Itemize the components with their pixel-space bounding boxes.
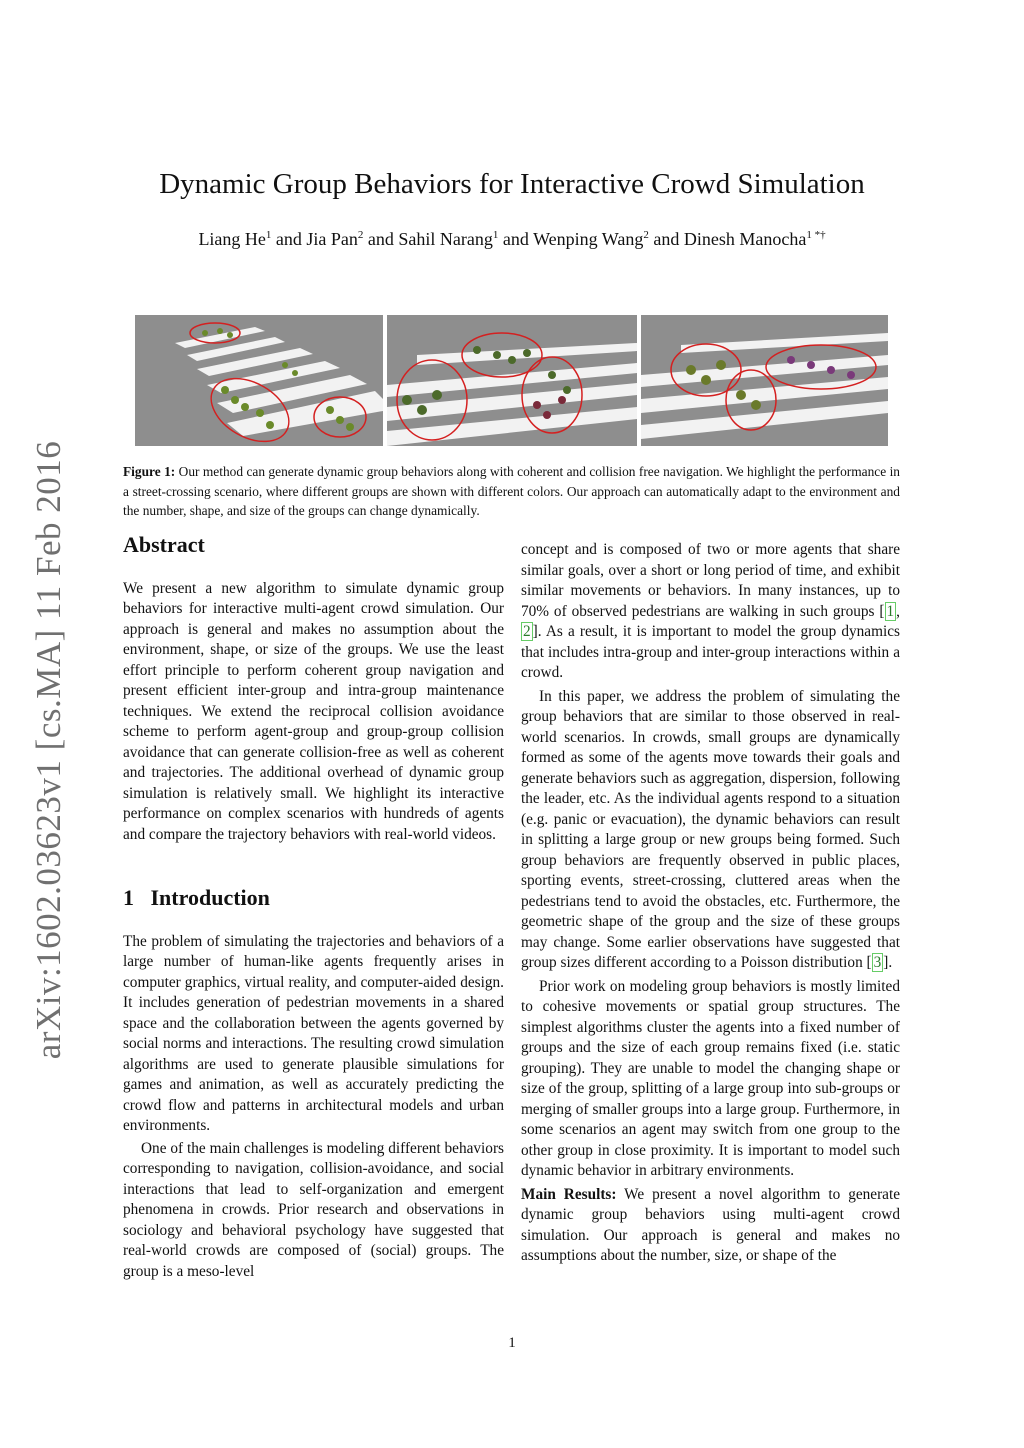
author-name: Wenping Wang (533, 229, 644, 249)
abstract-heading: Abstract (123, 532, 205, 557)
author-affiliation: 1 (492, 229, 499, 241)
author-affiliation: 2 (357, 229, 364, 241)
right-paragraph-3: Prior work on modeling group behaviors is mostly limited to cohesive movements or spatial group structures. The simplest algorithms cluster the agents into a fixed number of groups and the size of each group remains fixed (i.e. static grouping). They are unable to model the changing shape or size of the group, splitting of a large group into sub-groups or merging of smaller groups into a large group. Furthermore, in some scenarios an agent may switch from one group to the other group in close proximity. It is important to model such dynamic behavior in arbitrary environments. (521, 977, 900, 1179)
author-name: Sahil Narang (398, 229, 493, 249)
section-heading-introduction (123, 885, 504, 910)
figure-1 (135, 315, 888, 446)
citation-link[interactable]: 2 (523, 623, 531, 640)
author-separator: and (275, 229, 302, 249)
citation-link[interactable]: 3 (873, 954, 882, 971)
intro-paragraph-1: The problem of simulating the trajectories and behaviors of a large number of human-like agents frequently arises in computer graphics, virtual reality, and computer-aided design. It includes generation of pedestrian movements in a shared space and the collaboration between the agents governed by social norms and interactions. The resulting crowd simulation algorithms are used to generate plausible simulations for games and animation, as well as accurately predicting the crowd flow and patterns in architectural models and urban environments. (123, 932, 504, 1134)
author-separator: and (653, 229, 680, 249)
main-results-label: Main Results: (521, 1185, 617, 1203)
author-name: Liang He (198, 229, 266, 249)
figure-panel-right (641, 315, 888, 446)
figure-panel-middle (387, 315, 637, 446)
citation-link[interactable]: 1 (886, 602, 895, 620)
section-title: Introduction (150, 885, 270, 910)
intro-paragraph-2: One of the main challenges is modeling different behaviors corresponding to navigation, collision-avoidance, and social interactions that lead to self-organization and emergent phenomena in crowds. Prior research and observations in sociology and behavioral psychology have suggested that real-world crowds are composed of (social) groups. The group is a meso-level (123, 1139, 504, 1280)
figure-panel-left (135, 315, 383, 446)
left-column (123, 532, 504, 1282)
arxiv-stamp: arXiv:1602.03623v1 [cs.MA] 11 Feb 2016 (29, 440, 68, 1060)
section-number: 1 (123, 885, 134, 910)
author-name: Jia Pan (306, 229, 358, 249)
abstract-text: We present a new algorithm to simulate dynamic group behaviors for interactive multi-agent crowd simulation. Our approach is general and makes no assumption about the environment, shape, or size of the groups. We use the least effort principle to perform coherent group navigation and present efficient inter-group and intra-group maintenance techniques. We extend the reciprocal collision avoidance scheme to perform agent-group and group-group collision avoidance that can generate collision-free as well as coherent and trajectories. The additional overhead of dynamic group simulation is relatively small. We highlight its interactive performance on complex scenarios with hundreds of agents and compare the trajectory behaviors with real-world videos. (123, 579, 504, 843)
author-list (0, 229, 1024, 250)
paper-title: Dynamic Group Behaviors for Interactive Crowd Simulation (159, 168, 865, 200)
author-separator: and (367, 229, 394, 249)
author-affiliation: 2 (643, 229, 649, 241)
figure-label: Figure 1: (123, 464, 176, 479)
figure-caption (123, 462, 900, 521)
author-separator: and (502, 229, 529, 249)
author-affiliation: 1 (265, 229, 272, 241)
right-column (521, 540, 900, 1267)
main-results-paragraph: Main Results: We present a novel algorithm to generate dynamic group behaviors using multi-agent crowd simulation. Our approach is general and makes no assumptions about the number, size, or shape of the (521, 1185, 900, 1264)
page-number: 1 (508, 1335, 516, 1351)
right-paragraph-1: concept and is composed of two or more agents that share similar goals, over a short or long period of time, and exhibit similar movements or behaviors. In many instances, up to 70% of observed pedestrians are walking in such groups [ 1 , 2 ]. As a result, it is important to model the group dynamics that includes intra-group and inter-group interactions within a crowd. (521, 541, 900, 681)
author-name: Dinesh Manocha (683, 229, 807, 249)
figure-caption-text: Our method can generate dynamic group behaviors along with coherent and collision free navigation. We highlight the performance in a street-crossing scenario, where different groups are shown with different colors. Our approach can automatically adapt to the environment and the number, shape, and size of the groups can change dynamically. (123, 464, 900, 518)
author-affiliation: 1 *† (806, 229, 826, 241)
right-paragraph-2: In this paper, we address the problem of simulating the group behaviors that are similar to those observed in real-world scenarios. In crowds, small groups are dynamically formed as some of the agents move towards their goals and generate behaviors such as aggregation, dispersion, following the leader, etc. As the individual agents respond to a situation (e.g. panic or evacuation), the dynamic behaviors can result in splitting a large group or new groups being formed. Such group behaviors are frequently observed in public places, sporting events, street-crossing, cluttered areas when the pedestrians tend to avoid the obstacles, etc. Furthermore, the geometric shape of the group and the size of these groups may change. Some earlier observations have suggested that group sizes different according to a Poisson distribution [ 3 ]. (521, 687, 900, 971)
